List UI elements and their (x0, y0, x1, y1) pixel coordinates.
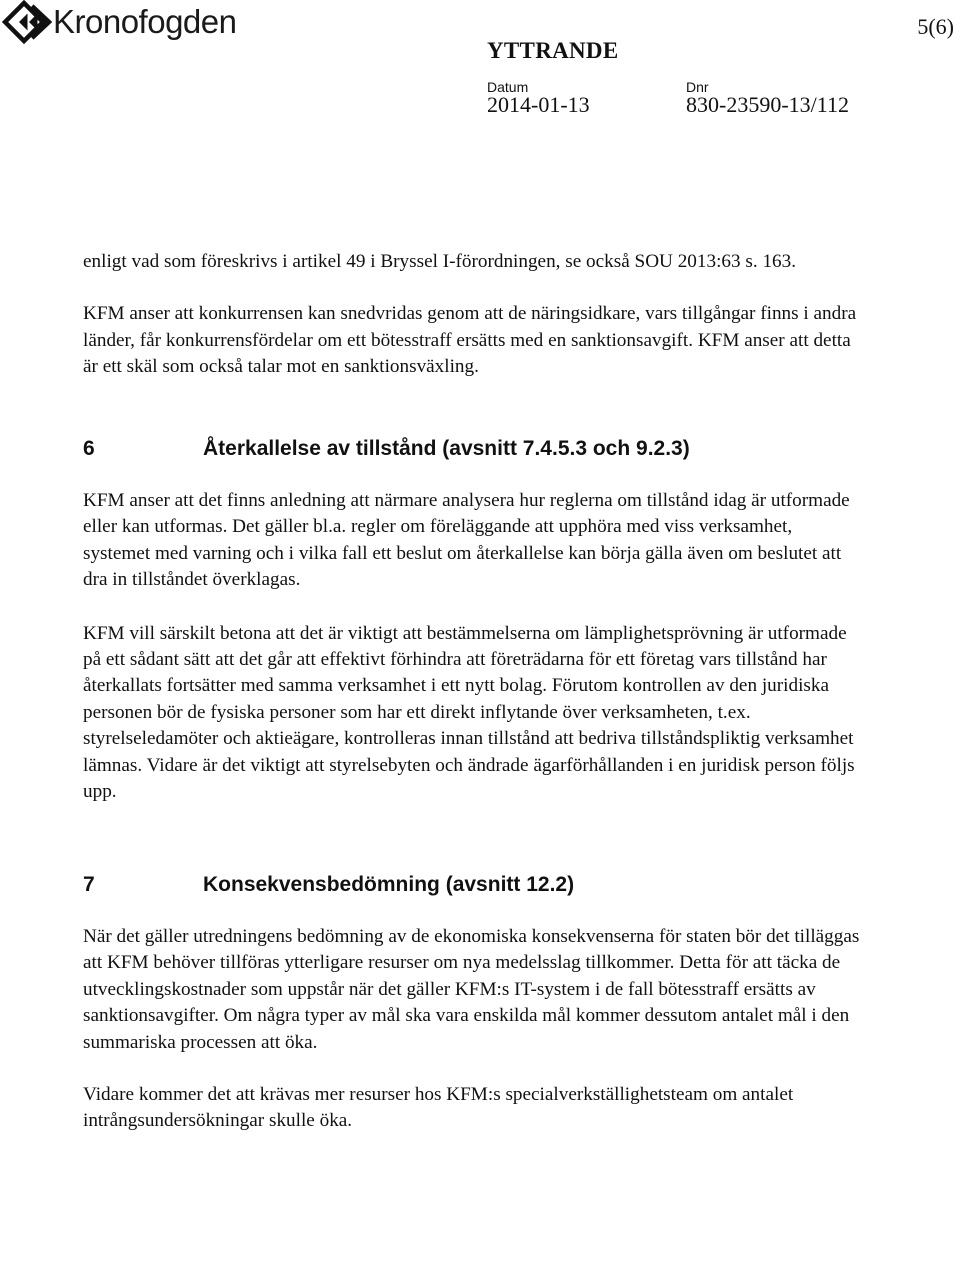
section-title: Konsekvensbedömning (avsnitt 12.2) (203, 872, 575, 896)
paragraph: KFM vill särskilt betona att det är viktigt att bestämmelserna om lämplighetsprövning är utformade på ett sådant sätt att det går att effektivt förhindra att företrädarna för ett företag vars tillstånd har återkallats fortsätter med samma verksamhet i ett nytt bolag. Förutom kontrollen av den juridiska personen bör de fysiska personer som har ett direkt inflytande över verksamheten, t.ex. styrelseledamöter och aktieägare, kontrolleras innan tillstånd att bedriva tillståndspliktig verksamhet lämnas. Vidare är det viktigt att styrelsebyten och ändrade ägarförhållanden i en juridisk person följs upp. (83, 622, 855, 803)
dnr-value: 830-23590-13/112 (686, 92, 849, 117)
paragraph: enligt vad som föreskrivs i artikel 49 i Bryssel I-förordningen, se också SOU 2013:63 s. 163. (83, 251, 797, 272)
section-number: 7 (83, 872, 95, 896)
paragraph: KFM anser att konkurrensen kan snedvridas genom att de näringsidkare, vars tillgångar finns i andra länder, får konkurrensfördelar om ett bötesstraff ersätts med en sanktionsavgift. KFM anser att detta är ett skäl som också talar mot en sanktionsväxling. (83, 303, 857, 378)
section-heading-7 (83, 872, 863, 898)
page-number: 5(6) (917, 14, 954, 39)
section-number: 6 (83, 436, 95, 460)
section-heading-6 (83, 436, 863, 462)
kronofogden-logo (2, 0, 237, 44)
logo-text: Kronofogden (53, 3, 237, 40)
date-label: Datum (487, 79, 529, 95)
paragraph: När det gäller utredningens bedömning av de ekonomiska konsekvenserna för staten bör det tilläggas att KFM behöver tillföras ytterligare resurser om nya medelsslag tillkommer. Detta för att täcka de utvecklingskostnader som uppstår när det gäller KFM:s IT-system i de fall bötesstraff ersätts av sanktionsavgifter. Om några typer av mål ska vara enskilda mål kommer dessutom antalet mål i den summariska processen att öka. (83, 925, 860, 1053)
section-title: Återkallelse av tillstånd (avsnitt 7.4.5.3 och 9.2.3) (203, 436, 690, 460)
paragraph: Vidare kommer det att krävas mer resurser hos KFM:s specialverkställighetsteam om antalet intrångsundersökningar skulle öka. (83, 1083, 794, 1132)
kronofogden-emblem-icon (2, 0, 52, 44)
dnr-label: Dnr (686, 79, 709, 95)
paragraph: KFM anser att det finns anledning att närmare analysera hur reglerna om tillstånd idag är utformade eller kan utformas. Det gäller bl.a. regler om föreläggande att upphöra med viss verksamhet, systemet med varning och i vilka fall ett beslut om återkallelse kan börja gälla även om beslutet att dra in tillståndet överklagas. (83, 490, 850, 591)
document-body (83, 249, 863, 1135)
document-type: YTTRANDE (487, 38, 619, 63)
date-value: 2014-01-13 (487, 92, 590, 117)
